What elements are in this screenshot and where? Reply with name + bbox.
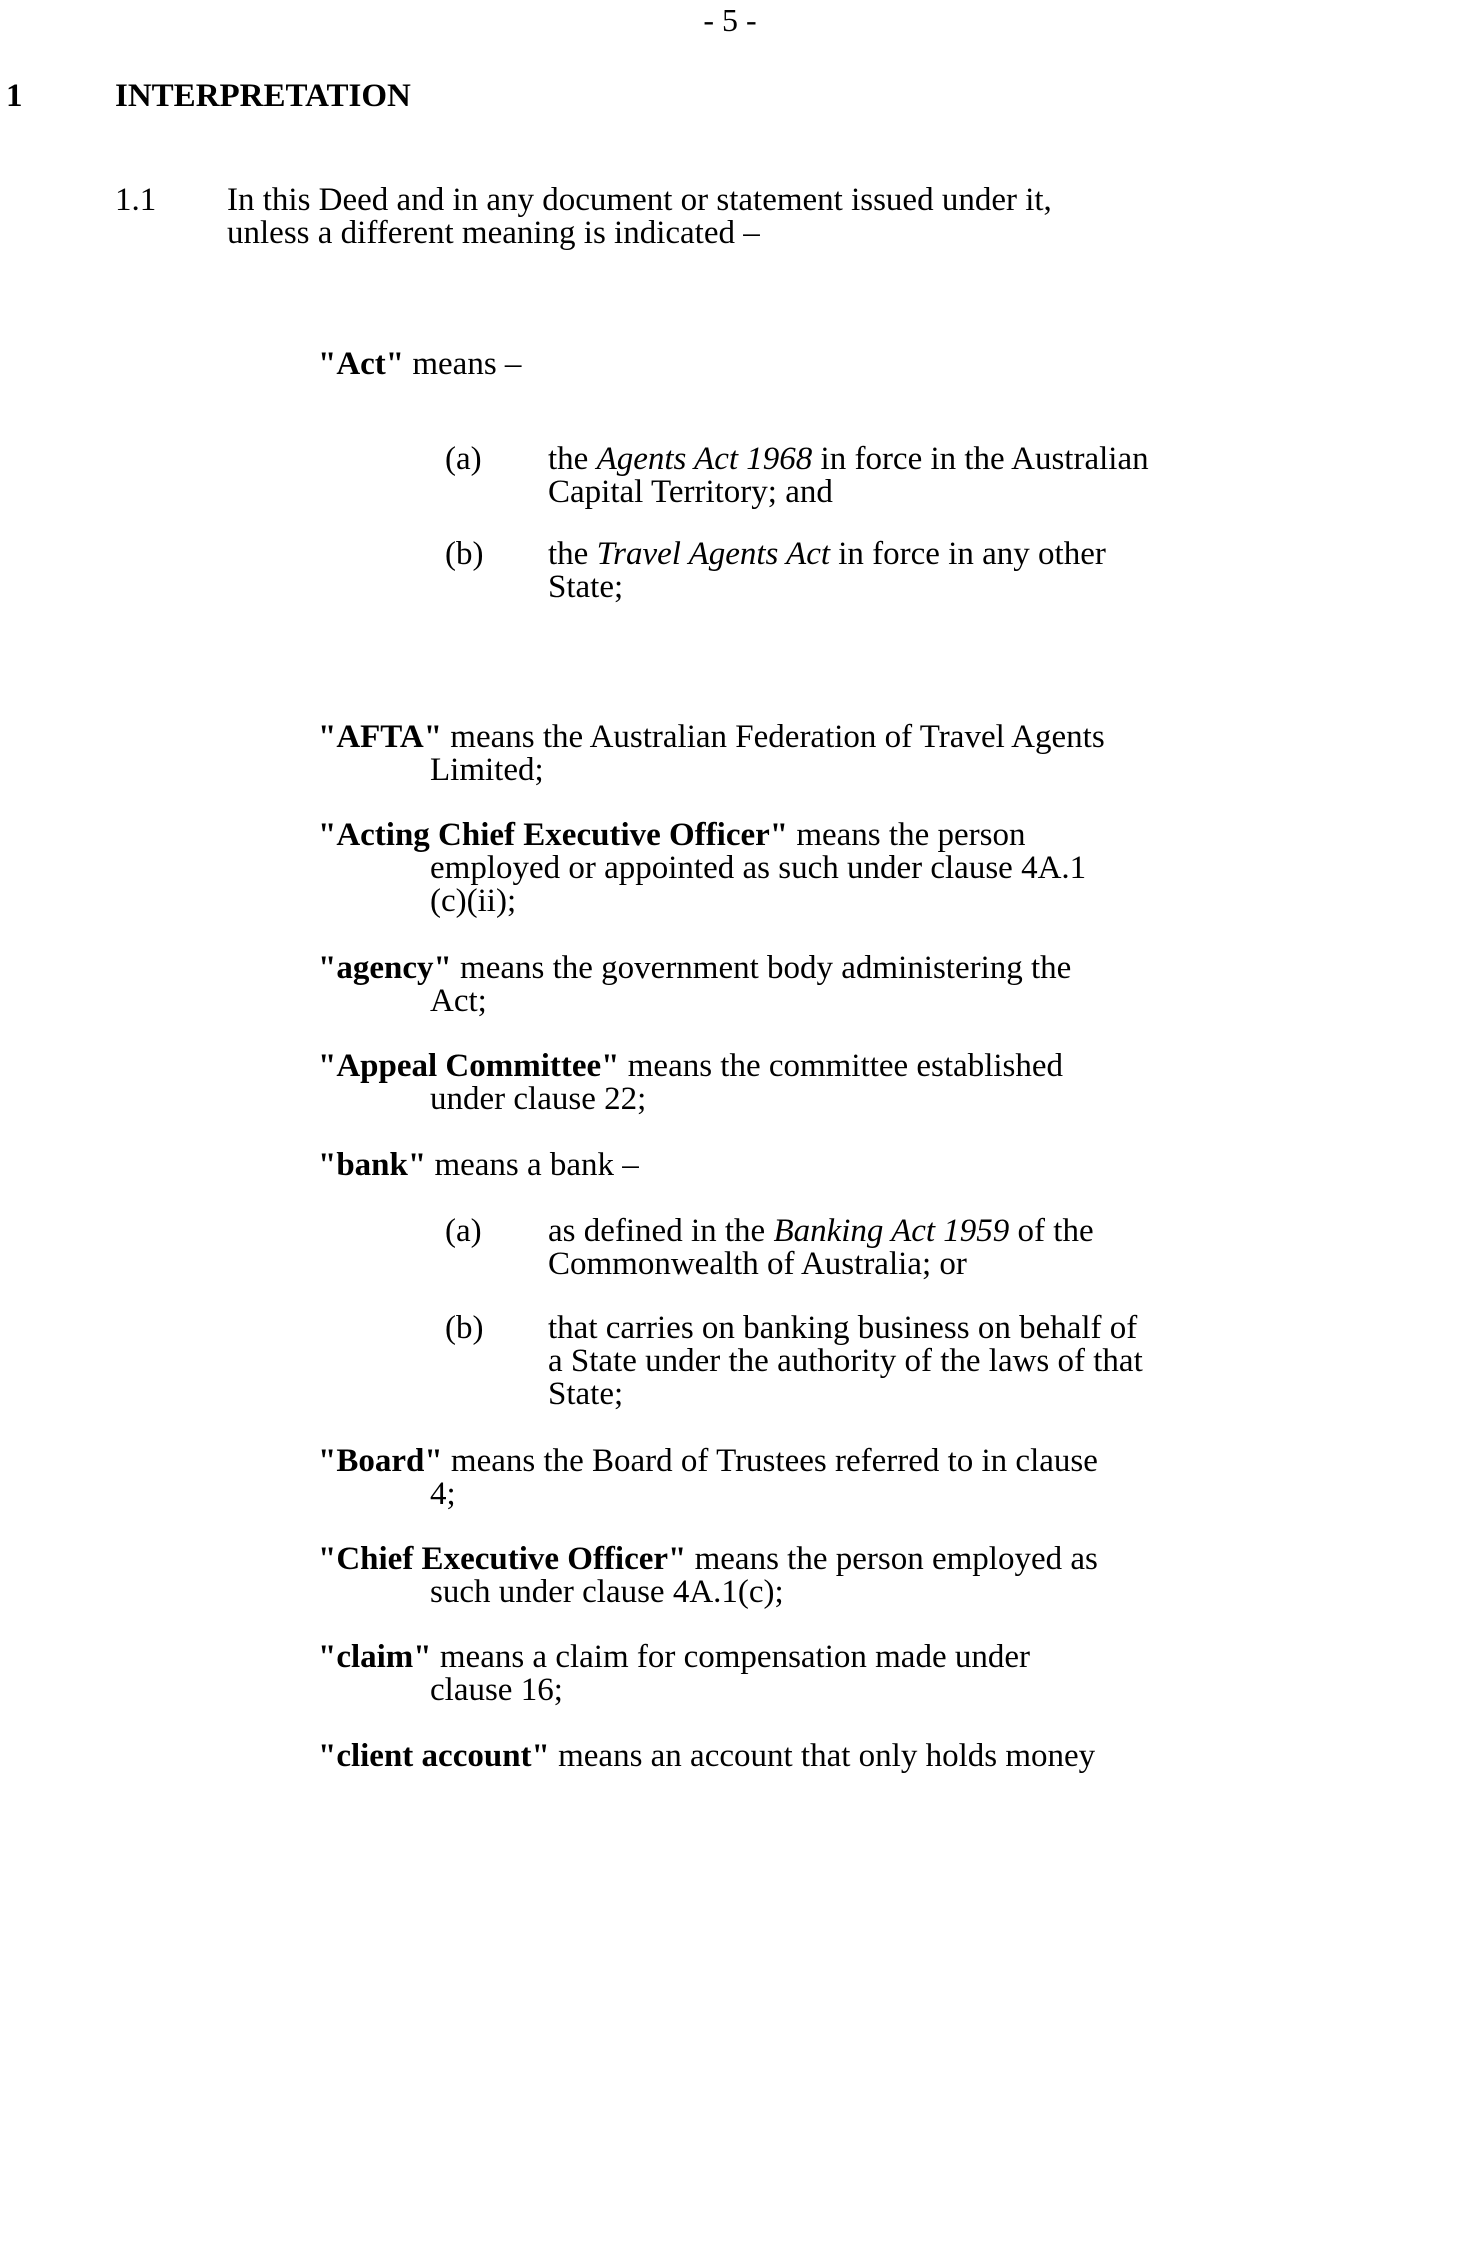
text-run: as defined in the	[548, 1213, 774, 1249]
item-label: (a)	[445, 1213, 482, 1249]
defined-term: "Board"	[318, 1443, 443, 1479]
definition-continuation	[430, 1573, 784, 1611]
item-label: (a)	[445, 441, 482, 477]
definition-continuation	[430, 882, 516, 920]
text-run: 4;	[430, 1476, 456, 1512]
text-run: Act;	[430, 983, 487, 1019]
definition-line	[318, 1146, 639, 1184]
defined-term: "claim"	[318, 1639, 432, 1675]
clause-number: 1.1	[115, 182, 157, 218]
defined-term: "client account"	[318, 1738, 550, 1774]
italic-text: Banking Act 1959	[773, 1213, 1010, 1249]
text-run: of the	[1009, 1213, 1094, 1249]
defined-term: "agency"	[318, 950, 452, 986]
text-run: means a claim for compensation made under	[431, 1639, 1030, 1675]
definition-continuation	[430, 751, 544, 789]
italic-text: Agents Act 1968	[596, 441, 813, 477]
defined-term: "Act"	[318, 346, 405, 382]
page-number: - 5 -	[703, 2, 757, 38]
text-run: the	[548, 536, 597, 572]
defined-term: "Appeal Committee"	[318, 1048, 620, 1084]
text-run: State;	[548, 1376, 624, 1412]
text-run: Commonwealth of Australia; or	[548, 1246, 967, 1282]
item-label: (b)	[445, 1310, 484, 1346]
clause-line: In this Deed and in any document or statement issued under it,	[227, 182, 1052, 218]
text-run: means a bank –	[426, 1147, 639, 1183]
item-line	[548, 568, 623, 606]
definition-line	[318, 345, 521, 383]
defined-term: "bank"	[318, 1147, 427, 1183]
text-run: means the government body administering the	[451, 950, 1072, 986]
defined-term: "AFTA"	[318, 719, 443, 755]
text-run: a State under the authority of the laws of that	[548, 1343, 1143, 1379]
text-run: such under clause 4A.1(c);	[430, 1574, 784, 1610]
text-run: clause 16;	[430, 1672, 563, 1708]
item-line	[548, 473, 833, 511]
text-run: in force in any other	[830, 536, 1106, 572]
text-run: means the Australian Federation of Travel Agents	[442, 719, 1105, 755]
text-run: means the person	[788, 817, 1026, 853]
text-run: employed or appointed as such under clause 4A.1	[430, 850, 1087, 886]
item-line	[548, 535, 1106, 573]
text-run: in force in the Australian	[812, 441, 1149, 477]
section-title: INTERPRETATION	[115, 78, 411, 114]
definition-continuation	[430, 849, 1086, 887]
text-run: Limited;	[430, 752, 544, 788]
text-run: means an account that only holds money	[549, 1738, 1096, 1774]
text-run: means the committee established	[619, 1048, 1064, 1084]
defined-term: "Chief Executive Officer"	[318, 1541, 687, 1577]
definition-continuation	[430, 1475, 456, 1513]
definition-continuation	[430, 1671, 563, 1709]
text-run: (c)(ii);	[430, 883, 517, 919]
text-run: means the person employed as	[686, 1541, 1098, 1577]
item-line	[548, 1375, 623, 1413]
clause-line: unless a different meaning is indicated –	[227, 215, 760, 251]
text-run: State;	[548, 569, 624, 605]
text-run: means –	[404, 346, 522, 382]
text-run: the	[548, 441, 597, 477]
item-line	[548, 1245, 967, 1283]
definition-line	[318, 1737, 1095, 1775]
item-line	[548, 1342, 1143, 1380]
text-run: Capital Territory; and	[548, 474, 833, 510]
definition-line	[318, 1638, 1030, 1676]
text-run: under clause 22;	[430, 1081, 647, 1117]
definition-continuation	[430, 982, 487, 1020]
section-number: 1	[6, 78, 23, 114]
definition-continuation	[430, 1080, 646, 1118]
italic-text: Travel Agents Act	[596, 536, 831, 572]
text-run: means the Board of Trustees referred to in clause	[442, 1443, 1098, 1479]
item-label: (b)	[445, 536, 484, 572]
text-run: that carries on banking business on behalf of	[548, 1310, 1138, 1346]
defined-term: "Acting Chief Executive Officer"	[318, 817, 789, 853]
